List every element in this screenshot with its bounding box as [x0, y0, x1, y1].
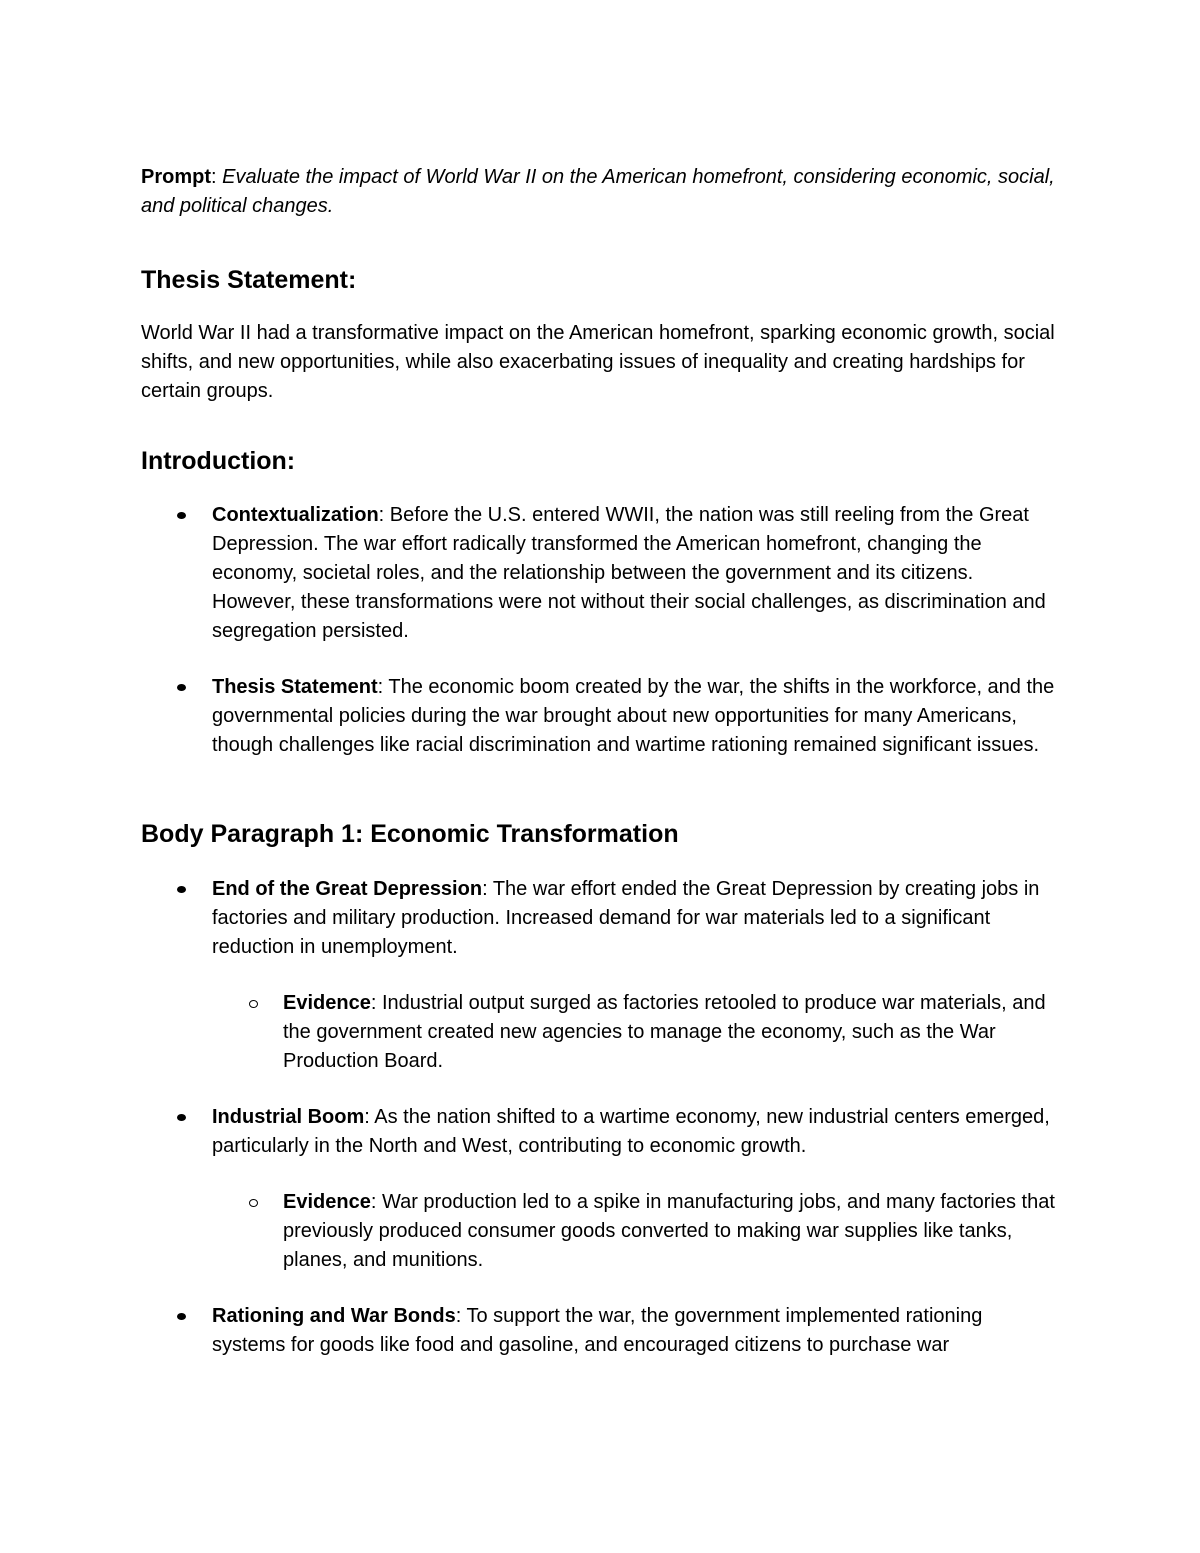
item-text: The war effort ended the Great Depression by creating jobs in factories and military production. Increased demand for war materials led to a significant reduction in unemployment.	[212, 878, 1040, 958]
bullet-icon	[177, 1313, 186, 1320]
introduction-heading: Introduction:	[141, 447, 296, 475]
bullet-icon	[177, 886, 186, 893]
item-label: End of the Great Depression	[212, 878, 483, 900]
bullet-icon	[177, 512, 186, 519]
sub-list-item: Evidence: Industrial output surged as factories retooled to produce war materials, and the government created new agencies to manage the economy, such as the War Production Board.	[141, 989, 1060, 1076]
prompt-label: Prompt	[141, 166, 211, 188]
circle-bullet-icon	[249, 1000, 258, 1008]
list-item: Rationing and War Bonds: To support the war, the government implemented rationing systems for goods like food and gasoline, and encouraged citizens to purchase war	[141, 1302, 1060, 1360]
sub-item-text: War production led to a spike in manufacturing jobs, and many factories that previously produced consumer goods converted to making war supplies like tanks, planes, and munitions.	[283, 1191, 1055, 1271]
bullet-icon	[177, 1114, 186, 1121]
body1-list	[141, 875, 1060, 1360]
prompt: Prompt: Evaluate the impact of World War II on the American homefront, considering economic, social, and political changes.	[141, 166, 1055, 217]
item-label: Thesis Statement	[212, 676, 378, 698]
thesis-body: World War II had a transformative impact on the American homefront, sparking economic growth, social shifts, and new opportunities, while also exacerbating issues of inequality and creating hardships for certain groups.	[141, 322, 1055, 402]
bullet-icon	[177, 684, 186, 691]
introduction-list	[141, 501, 1060, 760]
thesis-heading: Thesis Statement:	[141, 266, 357, 294]
list-item: Contextualization: Before the U.S. entered WWII, the nation was still reeling from the Great Depression. The war effort radically transformed the American homefront, changing the economy, societal roles, and the relationship between the government and its citizens. However, these transformations were not without their social challenges, as discrimination and segregation persisted.	[141, 501, 1060, 646]
list-item: Thesis Statement: The economic boom created by the war, the shifts in the workforce, and the governmental policies during the war brought about new opportunities for many Americans, though challenges like racial discrimination and wartime rationing remained significant issues.	[141, 673, 1060, 760]
sub-item-label: Evidence	[283, 1191, 371, 1213]
circle-bullet-icon	[249, 1199, 258, 1207]
item-text: The economic boom created by the war, the shifts in the workforce, and the governmental policies during the war brought about new opportunities for many Americans, though challenges like racial discrimination and wartime rationing remained significant issues.	[212, 676, 1055, 756]
prompt-text: Evaluate the impact of World War II on the American homefront, considering economic, social, and political changes.	[141, 166, 1055, 217]
body1-heading: Body Paragraph 1: Economic Transformation	[141, 820, 679, 848]
list-item: Industrial Boom: As the nation shifted to a wartime economy, new industrial centers emerged, particularly in the North and West, contributing to economic growth. Evidence: War production led to a spike in manufacturing jobs, and many factories that previously produced consumer goods converted to making war supplies like tanks, planes, and munitions.	[141, 1103, 1060, 1275]
item-text: To support the war, the government implemented rationing systems for goods like food and gasoline, and encouraged citizens to purchase war	[212, 1305, 983, 1356]
item-label: Rationing and War Bonds	[212, 1305, 456, 1327]
item-text: As the nation shifted to a wartime economy, new industrial centers emerged, particularly in the North and West, contributing to economic growth.	[212, 1106, 1050, 1157]
sub-list	[212, 989, 1060, 1076]
sub-list	[212, 1188, 1060, 1275]
sub-item-text: Industrial output surged as factories retooled to produce war materials, and the government created new agencies to manage the economy, such as the War Production Board.	[283, 992, 1046, 1072]
sub-list-item: Evidence: War production led to a spike in manufacturing jobs, and many factories that previously produced consumer goods converted to making war supplies like tanks, planes, and munitions.	[141, 1188, 1060, 1275]
item-label: Industrial Boom	[212, 1106, 365, 1128]
item-text: Before the U.S. entered WWII, the nation was still reeling from the Great Depression. The war effort radically transformed the American homefront, changing the economy, societal roles, and the relationship between the government and its citizens. However, these transformations were not without their social challenges, as discrimination and segregation persisted.	[212, 504, 1046, 642]
list-item: End of the Great Depression: The war effort ended the Great Depression by creating jobs in factories and military production. Increased demand for war materials led to a significant reduction in unemployment. Evidence: Industrial output surged as factories retooled to produce war materials, and the government created new agencies to manage the economy, such as the War Production Board.	[141, 875, 1060, 1076]
item-label: Contextualization	[212, 504, 379, 526]
sub-item-label: Evidence	[283, 992, 371, 1014]
